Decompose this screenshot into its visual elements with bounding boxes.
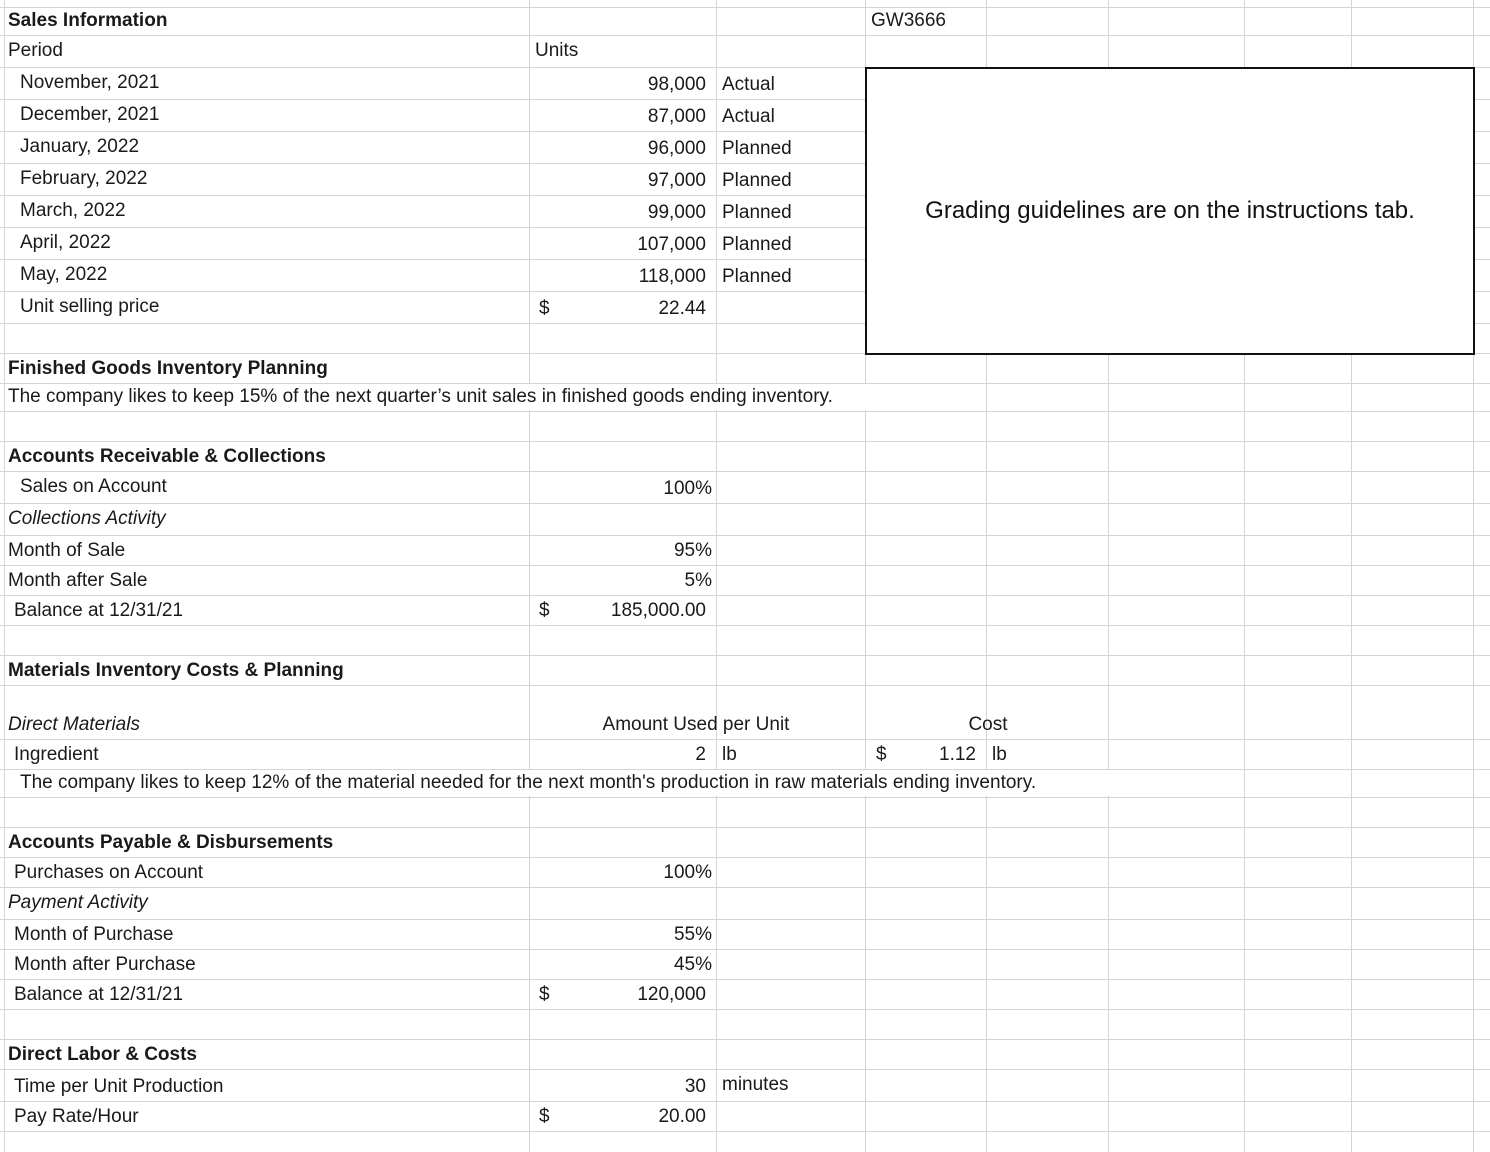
ap-balance-label: Balance at 12/31/21 (14, 984, 184, 1005)
materials-title: Materials Inventory Costs & Planning (8, 660, 344, 681)
month-after-sale-label: Month after Sale (8, 570, 148, 591)
cost-currency: $ (876, 744, 887, 765)
payment-activity-label: Payment Activity (8, 892, 148, 913)
ar-balance-currency: $ (539, 600, 550, 621)
labor-title: Direct Labor & Costs (8, 1044, 197, 1065)
cost-value[interactable]: 1.12 (939, 744, 976, 765)
grading-note-box[interactable] (865, 67, 1475, 355)
pay-rate-currency: $ (539, 1106, 550, 1127)
month-of-sale-value[interactable]: 95% (673, 540, 712, 561)
time-per-unit-label: Time per Unit Production (14, 1076, 224, 1097)
materials-text: The company likes to keep 12% of the material needed for the next month's production in raw materials ending inventory. (20, 772, 1037, 793)
sales-units: 97,000 (647, 170, 706, 191)
sales-units: 96,000 (647, 138, 706, 159)
sales-on-account-label: Sales on Account (20, 476, 167, 497)
sales-status: Planned (722, 266, 792, 287)
month-after-sale-value[interactable]: 5% (684, 570, 712, 591)
sales-title: Sales Information (8, 10, 168, 31)
ingredient-label: Ingredient (14, 744, 99, 765)
sales-units: 87,000 (647, 106, 706, 127)
grading-note-text: Grading guidelines are on the instructions tab. (925, 197, 1415, 224)
sales-status: Planned (722, 202, 792, 223)
sales-status: Planned (722, 170, 792, 191)
unit-price-label: Unit selling price (20, 296, 160, 317)
sales-units: 99,000 (647, 202, 706, 223)
receivables-title: Accounts Receivable & Collections (8, 446, 326, 467)
sales-units: 118,000 (638, 266, 706, 287)
time-per-unit-value[interactable]: 30 (684, 1076, 706, 1097)
units-header: Units (535, 40, 579, 61)
direct-materials-label: Direct Materials (8, 714, 140, 735)
cost-header: Cost (968, 714, 1008, 735)
ar-balance-label: Balance at 12/31/21 (14, 600, 184, 621)
sales-status: Actual (722, 106, 775, 127)
sales-status: Planned (722, 138, 792, 159)
unit-price-currency: $ (539, 298, 550, 319)
amount-used-unit: lb (722, 744, 737, 765)
purchases-on-account-value[interactable]: 100% (663, 862, 712, 883)
payables-title: Accounts Payable & Disbursements (8, 832, 334, 853)
period-header: Period (8, 40, 63, 61)
month-after-purchase-value[interactable]: 45% (673, 954, 712, 975)
sheet-id: GW3666 (871, 10, 946, 31)
time-per-unit-unit: minutes (722, 1074, 789, 1095)
pay-rate-label: Pay Rate/Hour (14, 1106, 139, 1127)
sales-period: December, 2021 (20, 104, 160, 125)
month-of-purchase-label: Month of Purchase (14, 924, 174, 945)
purchases-on-account-label: Purchases on Account (14, 862, 204, 883)
sales-units: 107,000 (637, 234, 706, 255)
sales-status: Planned (722, 234, 792, 255)
sales-period: January, 2022 (20, 136, 140, 157)
sales-period: March, 2022 (20, 200, 126, 221)
amount-used-value[interactable]: 2 (695, 744, 706, 765)
sales-on-account-value[interactable]: 100% (663, 478, 712, 499)
sales-period: November, 2021 (20, 72, 160, 93)
sales-period: April, 2022 (20, 232, 111, 253)
collections-activity-label: Collections Activity (8, 508, 166, 529)
amount-used-header: Amount Used per Unit (602, 714, 790, 735)
month-of-sale-label: Month of Sale (8, 540, 126, 561)
month-after-purchase-label: Month after Purchase (14, 954, 196, 975)
pay-rate-value[interactable]: 20.00 (658, 1106, 706, 1127)
ar-balance-value[interactable]: 185,000.00 (610, 600, 706, 621)
sales-status: Actual (722, 74, 775, 95)
cost-unit: lb (992, 744, 1007, 765)
ap-balance-value[interactable]: 120,000 (637, 984, 706, 1005)
finished-goods-text: The company likes to keep 15% of the next quarter’s unit sales in finished goods ending inventory. (8, 386, 833, 407)
month-of-purchase-value[interactable]: 55% (673, 924, 712, 945)
ap-balance-currency: $ (539, 984, 550, 1005)
unit-price-value[interactable]: 22.44 (658, 298, 706, 319)
sales-period: May, 2022 (20, 264, 108, 285)
finished-goods-title: Finished Goods Inventory Planning (8, 358, 328, 379)
sales-period: February, 2022 (20, 168, 148, 189)
sales-units: 98,000 (647, 74, 706, 95)
